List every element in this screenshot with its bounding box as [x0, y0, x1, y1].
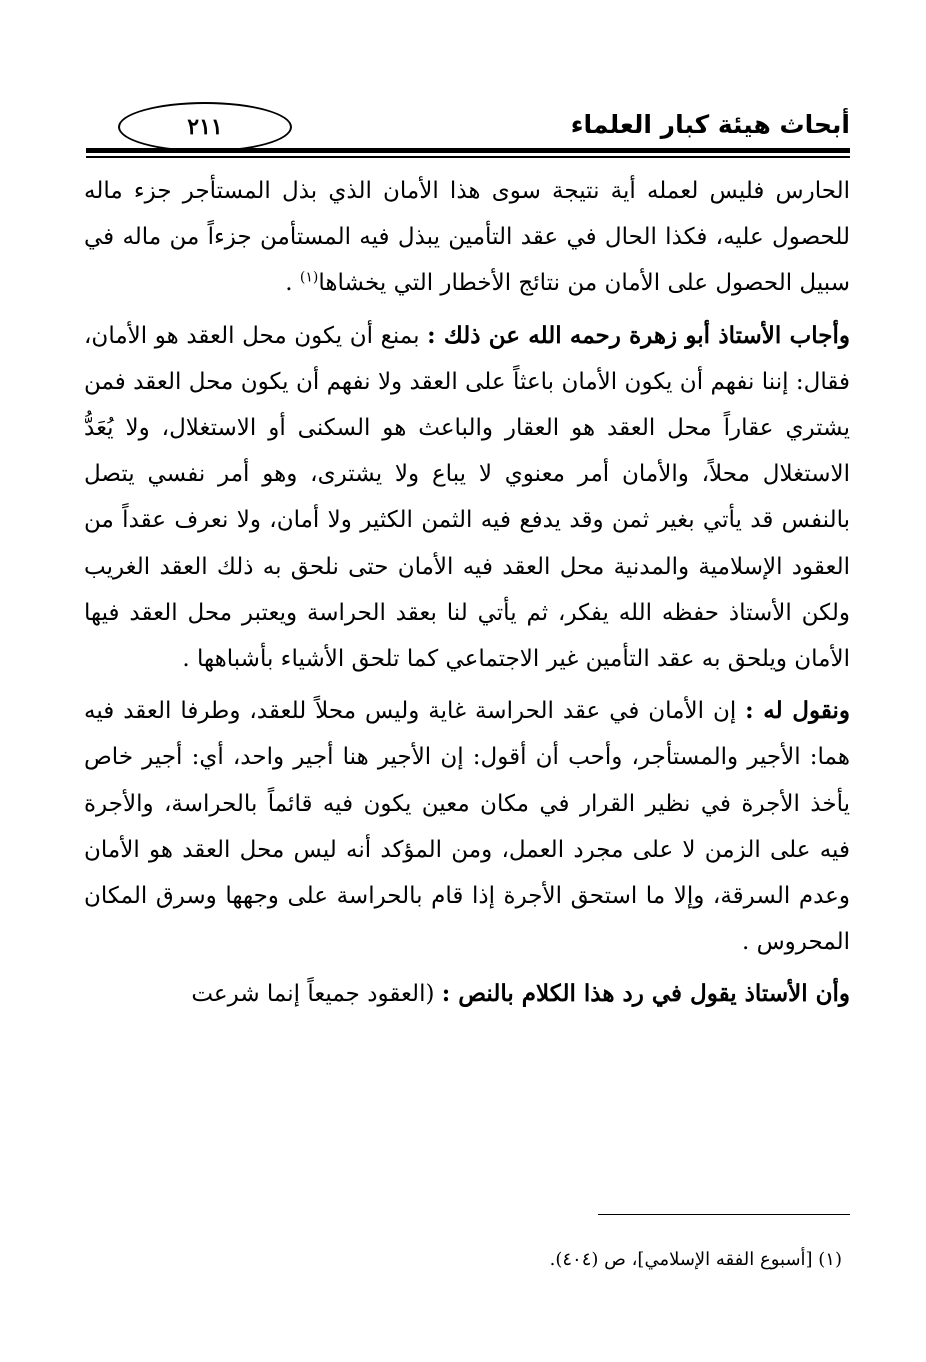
- footnote: (١) [أسبوع الفقه الإسلامي]، ص (٤٠٤).: [549, 1249, 842, 1270]
- header-rule-thick: [86, 148, 850, 153]
- page-header: [86, 96, 850, 166]
- paragraph-1-end: .: [285, 270, 300, 297]
- paragraph-4-lead: وأن الأستاذ يقول في رد هذا الكلام بالنص :: [441, 980, 850, 1008]
- paragraph-3: [84, 688, 850, 965]
- body-text: [84, 168, 850, 1024]
- book-title: أبحاث هيئة كبار العلماء: [570, 110, 850, 139]
- footnote-separator: [598, 1214, 850, 1215]
- paragraph-1-text: الحارس فليس لعمله أية نتيجة سوى هذا الأمان الذي بذل المستأجر جزء ماله للحصول عليه، فكذا الحال في عقد التأمين يبذل فيه المستأمن جزءاً من ماله في سبيل الحصول على الأمان من نتائج الأخطار التي يخشاها: [84, 178, 850, 297]
- footnote-reference[interactable]: (١): [299, 269, 319, 286]
- paragraph-2: [84, 313, 850, 683]
- paragraph-4-text: (العقود جميعاً إنما شرعت: [191, 981, 442, 1008]
- paragraph-4: [84, 971, 850, 1017]
- paragraph-2-text: بمنع أن يكون محل العقد هو الأمان، فقال: إننا نفهم أن يكون الأمان باعثاً على العقد ولا نفهم أن يكون محل العقد فمن يشتري عقاراً محل العقد هو العقار والباعث هو السكنى أو الاستغلال، ولا يُعَدُّ الاستغلال محلاً، والأمان أمر معنوي لا يباع ولا يشترى، وهو أمر نفسي يتصل بالنفس قد يأتي بغير ثمن وقد يدفع فيه الثمن الكثير ولا أمان، ولا نعرف عقداً من العقود الإسلامية والمدنية محل العقد فيه الأمان حتى نلحق به ذلك العقد الغريب ولكن الأستاذ حفظه الله يفكر، ثم يأتي لنا بعقد الحراسة ويعتبر محل العقد فيها الأمان ويلحق به عقد التأمين غير الاجتماعي كما تلحق الأشياء بأشباهها .: [84, 322, 850, 673]
- paragraph-3-text: إن الأمان في عقد الحراسة غاية وليس محلاً للعقد، وطرفا العقد فيه هما: الأجير والمستأجر، وأحب أن أقول: إن الأجير هنا أجير واحد، أي: أجير خاص يأخذ الأجرة في نظير القرار في مكان معين يكون فيه قائماً بالحراسة، والأجرة فيه على الزمن لا على مجرد العمل، ومن المؤكد أنه ليس محل العقد هو الأمان وعدم السرقة، وإلا ما استحق الأجرة إذا قام بالحراسة على وجهها وسرق المكان المحروس .: [84, 698, 850, 956]
- page-number: ٢١١: [118, 102, 292, 152]
- paragraph-2-lead: وأجاب الأستاذ أبو زهرة رحمه الله عن ذلك :: [427, 321, 850, 349]
- paragraph-1: [84, 168, 850, 307]
- header-rule-thin: [86, 156, 850, 158]
- paragraph-3-lead: ونقول له :: [745, 697, 850, 725]
